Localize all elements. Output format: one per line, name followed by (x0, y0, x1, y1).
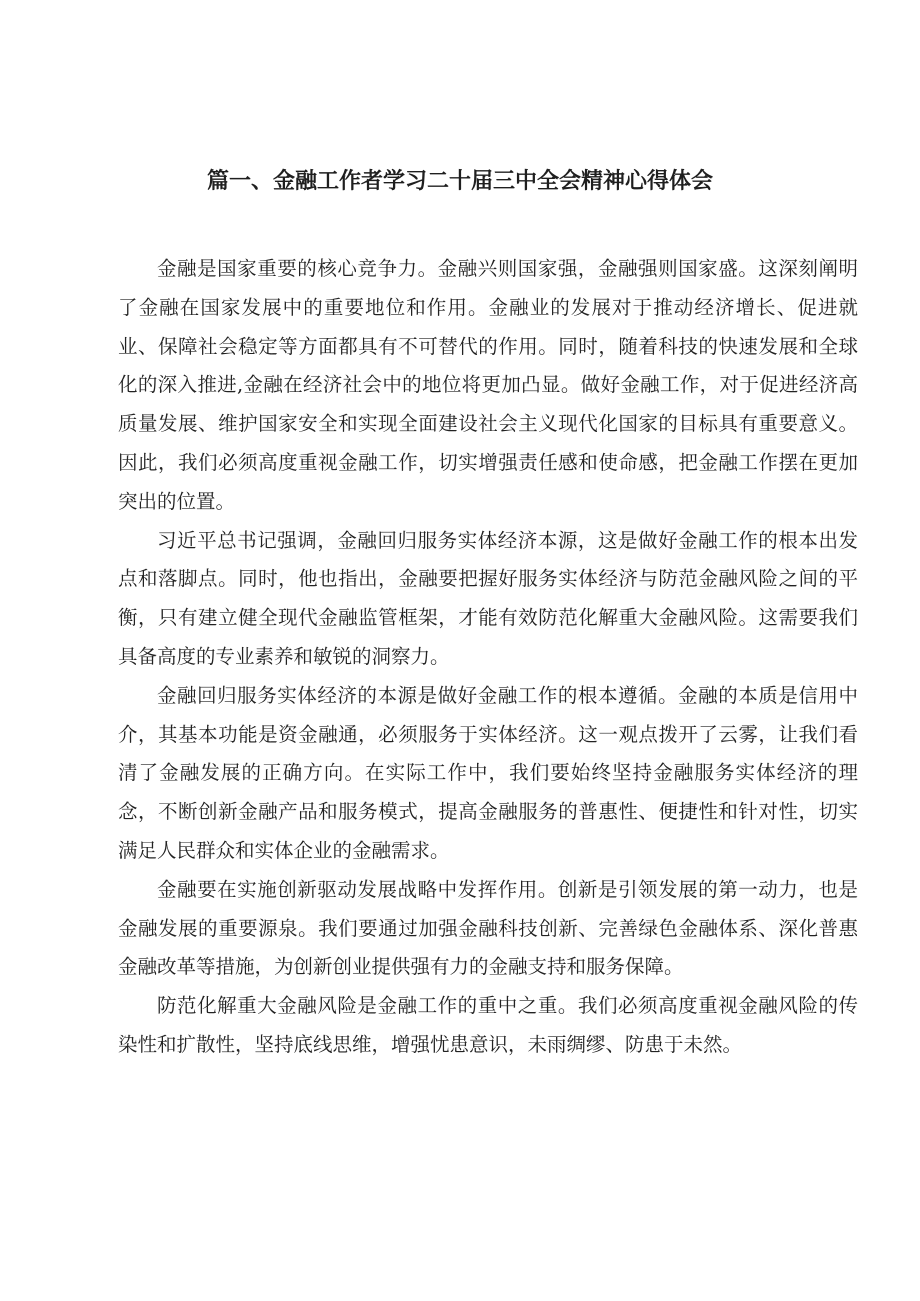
paragraph-1: 金融是国家重要的核心竞争力。金融兴则国家强，金融强则国家盛。这深刻阐明了金融在国家发展中的重要地位和作用。金融业的发展对于推动经济增长、促进就业、保障社会稳定等方面都具有不可替代的作用。同时，随着科技的快速发展和全球化的深入推进,金融在经济社会中的地位将更加凸显。做好金融工作，对于促进经济高质量发展、维护国家安全和实现全面建设社会主义现代化国家的目标具有重要意义。因此，我们必须高度重视金融工作，切实增强责任感和使命感，把金融工作摆在更加突出的位置。 (118, 257, 858, 513)
paragraph-4: 金融要在实施创新驱动发展战略中发挥作用。创新是引领发展的第一动力，也是金融发展的重要源泉。我们要通过加强金融科技创新、完善绿色金融体系、深化普惠金融改革等措施，为创新创业提供强有力的金融支持和服务保障。 (118, 877, 858, 979)
paragraph-3: 金融回归服务实体经济的本源是做好金融工作的根本遵循。金融的本质是信用中介，其基本功能是资金融通，必须服务于实体经济。这一观点拨开了云雾，让我们看清了金融发展的正确方向。在实际工作中，我们要始终坚持金融服务实体经济的理念，不断创新金融产品和服务模式，提高金融服务的普惠性、便捷性和针对性，切实满足人民群众和实体企业的金融需求。 (118, 683, 858, 862)
paragraph-2: 习近平总书记强调，金融回归服务实体经济本源，这是做好金融工作的根本出发点和落脚点。同时，他也指出，金融要把握好服务实体经济与防范金融风险之间的平衡，只有建立健全现代金融监管框架，才能有效防范化解重大金融风险。这需要我们具备高度的专业素养和敏锐的洞察力。 (118, 528, 858, 668)
paragraph-5: 防范化解重大金融风险是金融工作的重中之重。我们必须高度重视金融风险的传染性和扩散性，坚持底线思维，增强忧患意识，未雨绸缪、防患于未然。 (118, 994, 858, 1056)
document-body (118, 250, 858, 1065)
document-title: 篇一、金融工作者学习二十届三中全会精神心得体会 (206, 169, 713, 194)
